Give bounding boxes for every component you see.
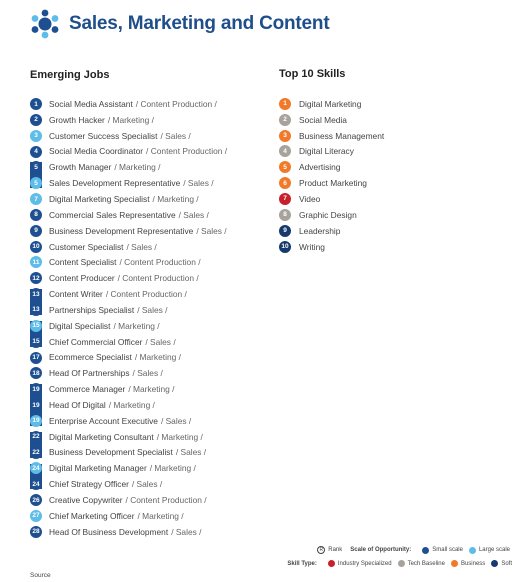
rank-badge: 28	[30, 526, 42, 538]
rank-badge: 26	[30, 494, 42, 506]
job-list-item	[30, 429, 270, 445]
skill-name: Social Media	[299, 114, 347, 125]
rank-badge-wrap	[30, 397, 42, 413]
job-name: Chief Strategy Officer	[49, 479, 129, 490]
skill-list-item	[279, 128, 499, 144]
emerging-jobs-heading: Emerging Jobs	[30, 69, 110, 81]
job-tags: / Sales /	[183, 178, 214, 189]
job-list-item	[30, 413, 270, 429]
legend-small-scale: Small scale	[432, 547, 463, 553]
job-list-item	[30, 286, 270, 302]
rank-badge-wrap	[30, 254, 42, 270]
skill-list-item	[279, 144, 499, 160]
rank-badge: 7	[30, 193, 42, 205]
rank-badge: 10	[30, 241, 42, 253]
rank-badge: 2	[30, 114, 42, 126]
job-list-item	[30, 96, 270, 112]
rank-badge: 15	[30, 320, 42, 332]
skill-name: Digital Marketing	[299, 98, 362, 109]
job-name: Business Development Specialist	[49, 447, 173, 458]
rank-badge-wrap	[30, 445, 42, 461]
job-name: Digital Marketing Manager	[49, 463, 147, 474]
job-name: Creative Copywriter	[49, 495, 123, 506]
job-tags: / Sales /	[126, 241, 157, 252]
job-list-item	[30, 270, 270, 286]
job-list-item	[30, 112, 270, 128]
rank-badge-wrap	[30, 175, 42, 191]
job-list-item	[30, 492, 270, 508]
job-tags: / Marketing /	[137, 510, 184, 521]
rank-symbol-icon: R	[317, 546, 325, 554]
page-title: Sales, Marketing and Content	[69, 13, 330, 34]
rank-badge-wrap	[30, 223, 42, 239]
job-name: Commercial Sales Representative	[49, 209, 176, 220]
job-name: Enterprise Account Executive	[49, 415, 158, 426]
rank-badge: 19	[30, 415, 42, 427]
legend-skill-type-label: Skill Type:	[287, 560, 317, 567]
job-name: Commerce Manager	[49, 384, 126, 395]
legend-rank-label: Rank	[328, 547, 343, 553]
job-name: Growth Manager	[49, 162, 112, 173]
rank-badge-wrap	[30, 302, 42, 318]
rank-badge: 11	[30, 256, 42, 268]
skill-rank-badge: 2	[279, 114, 291, 126]
skill-name: Business Management	[299, 130, 385, 141]
page-header	[30, 9, 329, 39]
legend-business: Business	[460, 560, 486, 567]
job-tags: / Marketing /	[114, 162, 161, 173]
job-tags: / Marketing /	[152, 193, 199, 204]
rank-badge-wrap	[30, 476, 42, 492]
rank-badge-wrap	[30, 318, 42, 334]
skill-rank-badge: 7	[279, 193, 291, 205]
network-logo-icon	[30, 9, 60, 39]
job-tags: / Marketing /	[134, 352, 181, 363]
rank-badge-wrap	[30, 429, 42, 445]
job-tags: / Marketing /	[108, 399, 155, 410]
skill-list-item	[279, 223, 499, 239]
job-name: Digital Marketing Specialist	[49, 193, 150, 204]
rank-badge-wrap	[30, 191, 42, 207]
job-list-item	[30, 508, 270, 524]
skill-rank-badge: 9	[279, 225, 291, 237]
job-list-item	[30, 445, 270, 461]
rank-badge: 3	[30, 130, 42, 142]
rank-badge-wrap	[30, 144, 42, 160]
job-name: Content Specialist	[49, 257, 117, 268]
legend-soft: Soft	[501, 560, 512, 567]
rank-badge: 24	[30, 478, 42, 490]
skill-name: Writing	[299, 241, 325, 252]
job-tags: / Marketing /	[149, 463, 196, 474]
rank-badge-wrap	[30, 381, 42, 397]
large-scale-dot-icon	[469, 547, 476, 554]
job-tags: / Sales /	[175, 447, 207, 458]
job-tags: / Content Production /	[135, 98, 217, 109]
job-tags: / Sales /	[178, 209, 209, 220]
rank-badge: 4	[30, 146, 42, 158]
job-name: Ecommerce Specialist	[49, 352, 132, 363]
job-tags: / Sales /	[171, 526, 202, 537]
job-list-item	[30, 350, 270, 366]
rank-badge: 15	[30, 336, 42, 348]
rank-badge-wrap	[30, 112, 42, 128]
job-name: Digital Specialist	[49, 320, 111, 331]
source-note: Source	[30, 572, 51, 579]
job-tags: / Sales /	[196, 225, 227, 236]
rank-badge-wrap	[30, 460, 42, 476]
job-list-item	[30, 239, 270, 255]
job-name: Social Media Assistant	[49, 98, 133, 109]
job-name: Digital Marketing Consultant	[49, 431, 154, 442]
skill-list-item	[279, 96, 499, 112]
job-name: Chief Commercial Officer	[49, 336, 143, 347]
skill-name: Advertising	[299, 162, 341, 173]
job-tags: / Sales /	[160, 130, 191, 141]
rank-badge: 27	[30, 510, 42, 522]
job-list-item	[30, 128, 270, 144]
rank-badge: 13	[30, 288, 42, 300]
skill-list-item	[279, 239, 499, 255]
top-skills-list	[279, 96, 499, 254]
job-name: Growth Hacker	[49, 114, 105, 125]
rank-badge: 24	[30, 462, 42, 474]
job-name: Business Development Representative	[49, 225, 194, 236]
business-dot-icon	[451, 560, 458, 567]
job-list-item	[30, 397, 270, 413]
skill-rank-badge: 3	[279, 130, 291, 142]
rank-badge: 17	[30, 352, 42, 364]
legend-skill-type	[279, 560, 512, 567]
skill-list-item	[279, 175, 499, 191]
job-list-item	[30, 144, 270, 160]
legend-large-scale: Large scale	[478, 547, 510, 553]
job-name: Head Of Business Development	[49, 526, 169, 537]
job-tags: / Content Production /	[146, 146, 228, 157]
skill-name: Product Marketing	[299, 178, 367, 189]
rank-badge-wrap	[30, 334, 42, 350]
skill-name: Leadership	[299, 225, 341, 236]
rank-badge-wrap	[30, 270, 42, 286]
job-list-item	[30, 524, 270, 540]
job-list-item	[30, 302, 270, 318]
job-tags: / Content Production /	[117, 273, 199, 284]
skill-name: Video	[299, 193, 321, 204]
rank-badge: 13	[30, 304, 42, 316]
job-name: Content Producer	[49, 273, 115, 284]
job-tags: / Marketing /	[113, 320, 160, 331]
rank-badge: 9	[30, 225, 42, 237]
rank-badge-wrap	[30, 508, 42, 524]
job-list-item	[30, 460, 270, 476]
rank-badge: 18	[30, 367, 42, 379]
rank-badge: 22	[30, 447, 42, 459]
job-list-item	[30, 254, 270, 270]
job-tags: / Sales /	[131, 479, 163, 490]
rank-badge-wrap	[30, 159, 42, 175]
skill-rank-badge: 5	[279, 161, 291, 173]
rank-badge-wrap	[30, 96, 42, 112]
job-list-item	[30, 318, 270, 334]
skill-list-item	[279, 112, 499, 128]
job-tags: / Sales /	[137, 304, 168, 315]
rank-badge-wrap	[30, 207, 42, 223]
job-list-item	[30, 191, 270, 207]
job-tags: / Content Production /	[105, 289, 187, 300]
job-list-item	[30, 476, 270, 492]
job-list-item	[30, 159, 270, 175]
emerging-jobs-list	[30, 96, 270, 540]
rank-badge-wrap	[30, 413, 42, 429]
job-list-item	[30, 223, 270, 239]
legend-scale	[317, 546, 510, 554]
job-name: Head Of Partnerships	[49, 368, 130, 379]
job-tags: / Marketing /	[156, 431, 203, 442]
rank-badge: 1	[30, 98, 42, 110]
job-name: Sales Development Representative	[49, 178, 181, 189]
job-tags: / Marketing /	[107, 114, 154, 125]
rank-badge: 8	[30, 209, 42, 221]
skill-name: Digital Literacy	[299, 146, 354, 157]
rank-badge: 19	[30, 399, 42, 411]
top-skills-heading: Top 10 Skills	[279, 68, 346, 80]
job-name: Head Of Digital	[49, 399, 106, 410]
rank-badge-wrap	[30, 524, 42, 540]
tech-dot-icon	[398, 560, 405, 567]
skill-list-item	[279, 159, 499, 175]
rank-badge: 22	[30, 431, 42, 443]
job-list-item	[30, 207, 270, 223]
legend-industry: Industry Specialized	[337, 560, 392, 567]
skill-rank-badge: 1	[279, 98, 291, 110]
job-list-item	[30, 175, 270, 191]
skill-list-item	[279, 207, 499, 223]
job-tags: / Sales /	[160, 415, 192, 426]
job-list-item	[30, 365, 270, 381]
skill-rank-badge: 6	[279, 177, 291, 189]
job-name: Customer Specialist	[49, 241, 124, 252]
job-tags: / Content Production /	[119, 257, 201, 268]
job-name: Partnerships Specialist	[49, 304, 135, 315]
rank-badge-wrap	[30, 492, 42, 508]
rank-badge: 5	[30, 177, 42, 189]
job-name: Customer Success Specialist	[49, 130, 158, 141]
legend-tech: Tech Baseline	[407, 560, 445, 567]
rank-badge-wrap	[30, 239, 42, 255]
rank-badge: 19	[30, 383, 42, 395]
job-list-item	[30, 381, 270, 397]
job-tags: / Content Production /	[125, 495, 207, 506]
skill-rank-badge: 4	[279, 145, 291, 157]
job-name: Social Media Coordinator	[49, 146, 144, 157]
skill-name: Graphic Design	[299, 209, 357, 220]
rank-badge-wrap	[30, 365, 42, 381]
skill-rank-badge: 10	[279, 241, 291, 253]
rank-badge: 12	[30, 272, 42, 284]
job-name: Chief Marketing Officer	[49, 510, 135, 521]
skill-rank-badge: 8	[279, 209, 291, 221]
legend-scale-label: Scale of Opportunity:	[350, 547, 412, 553]
job-tags: / Sales /	[145, 336, 176, 347]
job-tags: / Sales /	[132, 368, 163, 379]
rank-badge-wrap	[30, 350, 42, 366]
soft-dot-icon	[491, 560, 498, 567]
skill-list-item	[279, 191, 499, 207]
small-scale-dot-icon	[422, 547, 429, 554]
rank-badge-wrap	[30, 286, 42, 302]
job-name: Content Writer	[49, 289, 103, 300]
industry-dot-icon	[328, 560, 335, 567]
job-list-item	[30, 334, 270, 350]
rank-badge: 5	[30, 161, 42, 173]
rank-badge-wrap	[30, 128, 42, 144]
job-tags: / Marketing /	[128, 384, 175, 395]
